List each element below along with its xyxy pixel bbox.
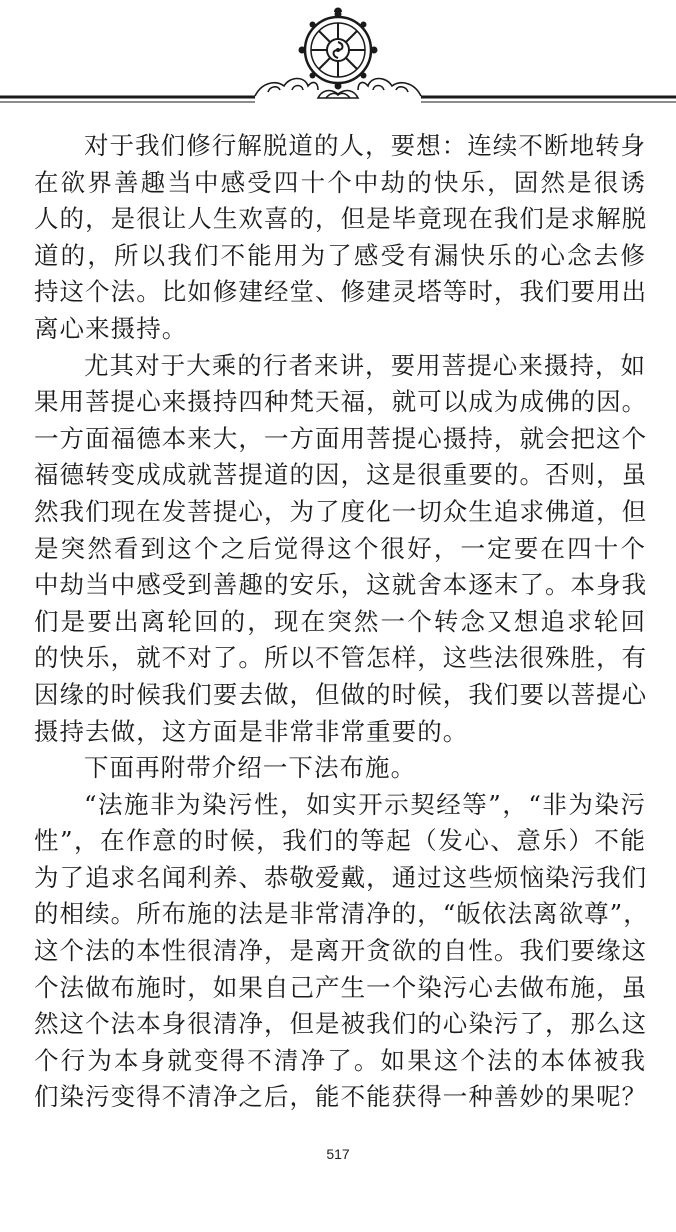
paragraph-line: 是突然看到这个之后觉得这个很好，一定要在四十个 xyxy=(34,533,646,563)
paragraph-line: 这个法的本性很清净，是离开贪欲的自性。我们要缘这 xyxy=(34,936,648,966)
body-text xyxy=(34,128,649,1116)
paragraph-line: 们染污变得不清净之后，能不能获得一种善妙的果呢？ xyxy=(34,1082,648,1112)
page-header-ornament xyxy=(0,0,676,110)
paragraph-line: 对于我们修行解脱道的人，要想：连续不断地转身 xyxy=(84,131,647,160)
page-number: 517 xyxy=(326,1146,350,1162)
paragraph-line: 持这个法。比如修建经堂、修建灵塔等时，我们要用出 xyxy=(34,277,648,307)
paragraph-line: 果用菩提心来摄持四种梵天福，就可以成为成佛的因。 xyxy=(34,387,648,417)
paragraph-line: 在欲界善趣当中感受四十个中劫的快乐，固然是很诱 xyxy=(34,167,646,197)
paragraph-line: 尤其对于大乘的行者来讲，要用菩提心来摄持，如 xyxy=(84,350,647,380)
paragraph-line: 然我们现在发菩提心，为了度化一切众生追求佛道，但 xyxy=(34,496,648,526)
paragraph-line: 道的，所以我们不能用为了感受有漏快乐的心念去修 xyxy=(34,240,646,270)
paragraph-line: 离心来摄持。 xyxy=(34,313,188,343)
paragraph-line: 人的，是很让人生欢喜的，但是毕竟现在我们是求解脱 xyxy=(34,204,648,234)
paragraph-line: 下面再附带介绍一下法布施。 xyxy=(84,753,417,783)
paragraph-line: 因缘的时候我们要去做，但做的时候，我们要以菩提心 xyxy=(34,679,648,709)
dharma-wheel-icon xyxy=(0,0,676,110)
paragraph-line: 性”，在作意的时候，我们的等起（发心、意乐）不能 xyxy=(34,826,646,856)
paragraph-line: 为了追求名闻利养、恭敬爱戴，通过这些烦恼染污我们 xyxy=(34,862,648,892)
paragraph-line: 个法做布施时，如果自己产生一个染污心去做布施，虽 xyxy=(34,972,648,1002)
paragraph-line: 然这个法本身很清净，但是被我们的心染污了，那么这 xyxy=(34,1009,648,1039)
paragraph-line: 福德转变成成就菩提道的因，这是很重要的。否则，虽 xyxy=(34,460,648,490)
paragraph-line: 一方面福德本来大，一方面用菩提心摄持，就会把这个 xyxy=(34,423,648,453)
paragraph-line: 的相续。所布施的法是非常清净的，“皈依法离欲尊”， xyxy=(34,899,649,929)
paragraph-line: 们是要出离轮回的，现在突然一个转念又想追求轮回 xyxy=(34,606,646,636)
paragraph-line: 的快乐，就不对了。所以不管怎样，这些法很殊胜，有 xyxy=(34,643,648,673)
paragraph-line: 摄持去做，这方面是非常非常重要的。 xyxy=(34,716,469,746)
paragraph-line: 中劫当中感受到善趣的安乐，这就舍本逐末了。本身我 xyxy=(34,570,648,600)
paragraph-line: “法施非为染污性，如实开示契经等”，“非为染污 xyxy=(84,789,646,819)
paragraph-line: 个行为本身就变得不清净了。如果这个法的本体被我 xyxy=(34,1045,646,1075)
